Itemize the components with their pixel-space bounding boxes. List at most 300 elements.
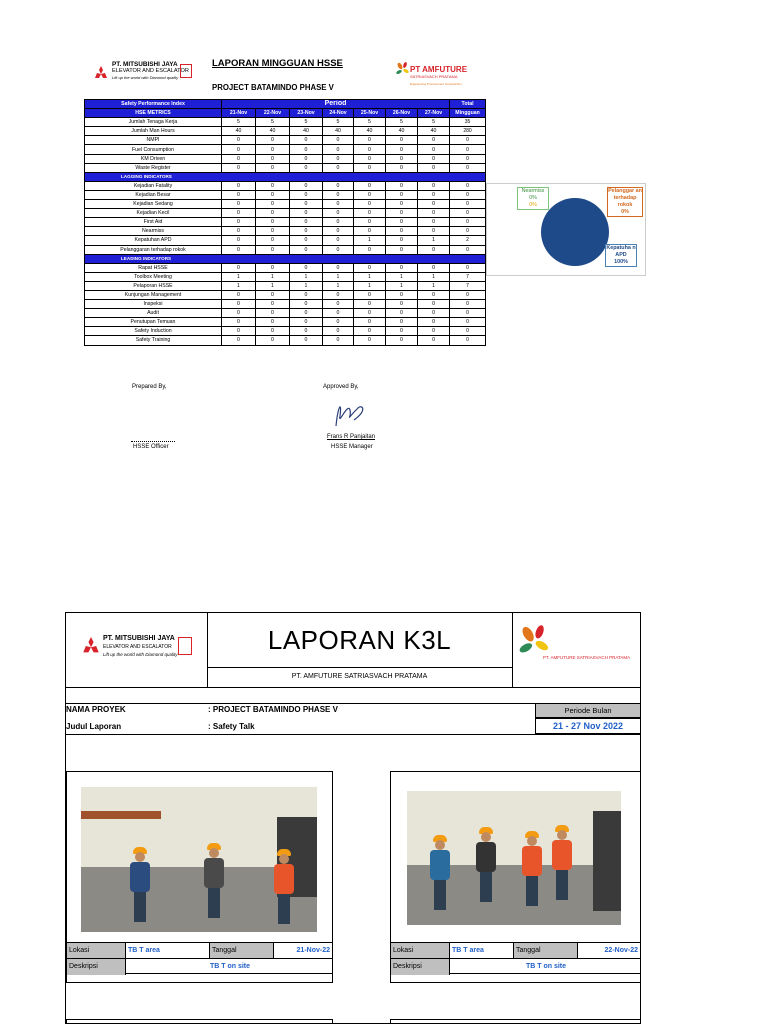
metric-value-cell: 0	[290, 300, 323, 309]
metric-value-cell: 0	[222, 227, 256, 236]
metric-value-cell: 0	[418, 318, 450, 327]
mitsubishi-jaya-logo	[94, 62, 199, 86]
card-1-row-deskripsi	[67, 958, 332, 974]
pelanggaran-label: Pelanggar an terhadap rokok	[608, 188, 642, 208]
metric-value-cell: 40	[354, 127, 386, 136]
metric-total-cell: 0	[450, 227, 486, 236]
table-row	[85, 300, 486, 309]
card-2-deskripsi: TB T on site	[449, 959, 640, 975]
metric-label-cell: Nearmiss	[85, 227, 222, 236]
metric-label-cell: Pelanggaran terhadap rokok	[85, 245, 222, 254]
nearmiss-label: Nearmiss	[521, 188, 545, 194]
table-row	[85, 309, 486, 318]
metric-value-cell: 0	[418, 300, 450, 309]
photo-2	[407, 791, 621, 925]
metric-label-cell: Jumlah Tenaga Kerja	[85, 118, 222, 127]
metric-value-cell: 5	[323, 118, 354, 127]
card-2-row-lokasi	[391, 942, 640, 958]
metric-value-cell: 1	[386, 272, 418, 281]
metric-value-cell: 0	[323, 209, 354, 218]
metric-label-cell: NMPI	[85, 136, 222, 145]
metric-value-cell: 0	[290, 245, 323, 254]
metric-value-cell: 0	[418, 336, 450, 345]
metric-value-cell: 5	[290, 118, 323, 127]
metric-value-cell: 0	[354, 209, 386, 218]
photo-card-1	[66, 771, 333, 983]
metric-value-cell: 0	[386, 300, 418, 309]
table-row	[85, 236, 486, 245]
kepatuhan-pct: 100%	[614, 259, 628, 265]
metric-value-cell: 0	[290, 227, 323, 236]
card-1-tanggal-label: Tanggal	[209, 943, 273, 959]
metric-value-cell: 0	[386, 227, 418, 236]
metric-total-cell: 0	[450, 136, 486, 145]
metric-value-cell: 40	[256, 127, 290, 136]
metric-total-cell: 7	[450, 281, 486, 290]
metric-value-cell: 0	[256, 181, 290, 190]
form-mj-line2: ELEVATOR AND ESCALATOR	[103, 644, 172, 650]
metric-total-cell: 2	[450, 236, 486, 245]
amfuture-tagline: Engineering Procurement Construction	[410, 82, 462, 86]
metric-value-cell: 0	[256, 200, 290, 209]
metrics-label-cell: HSE METRICS	[85, 109, 222, 118]
metric-value-cell: 0	[222, 245, 256, 254]
metric-value-cell: 0	[386, 263, 418, 272]
table-row	[85, 181, 486, 190]
form-header	[66, 613, 640, 688]
metric-value-cell: 1	[256, 272, 290, 281]
table-row	[85, 272, 486, 281]
metric-value-cell: 5	[418, 118, 450, 127]
photo-card-4	[390, 1019, 641, 1024]
metric-value-cell: 1	[290, 272, 323, 281]
metric-value-cell: 0	[323, 327, 354, 336]
metric-value-cell: 0	[354, 200, 386, 209]
metric-value-cell: 1	[222, 281, 256, 290]
metric-value-cell: 0	[256, 154, 290, 163]
total-sub-cell: Mingguan	[450, 109, 486, 118]
metric-value-cell: 0	[222, 200, 256, 209]
metric-label-cell: Fuel Consumption	[85, 145, 222, 154]
metric-label-cell: Toolbox Meeting	[85, 272, 222, 281]
metric-value-cell: 0	[418, 218, 450, 227]
metric-value-cell: 0	[256, 336, 290, 345]
metric-value-cell: 40	[323, 127, 354, 136]
nearmiss-pct: 0%	[529, 195, 537, 201]
metric-value-cell: 0	[222, 145, 256, 154]
metric-value-cell: 0	[418, 163, 450, 172]
metric-value-cell: 0	[290, 290, 323, 299]
metric-value-cell: 40	[222, 127, 256, 136]
metric-total-cell: 0	[450, 145, 486, 154]
index-label-cell: Safety Performance Index	[85, 100, 222, 109]
metric-value-cell: 0	[323, 136, 354, 145]
metric-value-cell: 0	[386, 154, 418, 163]
approved-role: HSSE Manager	[331, 444, 373, 450]
photo-card-2	[390, 771, 641, 983]
metric-value-cell: 0	[354, 218, 386, 227]
metric-value-cell: 0	[354, 309, 386, 318]
metric-label-cell: Penutupan Temuan	[85, 318, 222, 327]
metric-value-cell: 1	[418, 236, 450, 245]
table-row	[85, 327, 486, 336]
metric-value-cell: 0	[290, 163, 323, 172]
form-mitsubishi-diamond-icon	[82, 637, 100, 655]
metric-total-cell: 0	[450, 300, 486, 309]
metric-total-cell: 0	[450, 190, 486, 199]
metric-label-cell: Kepatuhan APD	[85, 236, 222, 245]
metric-value-cell: 5	[386, 118, 418, 127]
form-amfuture-text: PT. AMFUTURE SATRIASVACH PRATAMA	[543, 655, 631, 660]
metric-value-cell: 5	[354, 118, 386, 127]
metric-value-cell: 0	[323, 309, 354, 318]
metric-total-cell: 0	[450, 209, 486, 218]
metric-label-cell: Kejadian Sedang	[85, 200, 222, 209]
metric-value-cell: 0	[290, 318, 323, 327]
metric-value-cell: 0	[290, 136, 323, 145]
metric-label-cell: Rapat HSSE	[85, 263, 222, 272]
metric-value-cell: 0	[256, 300, 290, 309]
table-row	[85, 209, 486, 218]
card-1-deskripsi-label: Deskripsi	[67, 959, 125, 975]
metric-value-cell: 0	[354, 163, 386, 172]
metric-total-cell: 0	[450, 218, 486, 227]
form-subtitle: PT. AMFUTURE SATRIASVACH PRATAMA	[207, 667, 513, 687]
card-2-lokasi-label: Lokasi	[391, 943, 449, 959]
metric-value-cell: 0	[386, 200, 418, 209]
judul-label: Judul Laporan	[66, 722, 122, 731]
metric-value-cell: 0	[256, 263, 290, 272]
pie-label-pelanggaran	[607, 187, 643, 217]
metric-value-cell: 0	[418, 327, 450, 336]
metric-value-cell: 0	[323, 181, 354, 190]
metric-value-cell: 1	[386, 281, 418, 290]
metric-label-cell: First Aid	[85, 218, 222, 227]
metric-value-cell: 0	[323, 336, 354, 345]
metric-total-cell: 0	[450, 309, 486, 318]
metric-value-cell: 0	[323, 318, 354, 327]
metric-value-cell: 0	[418, 200, 450, 209]
table-row	[85, 145, 486, 154]
pie-label-kepatuhan	[605, 244, 637, 267]
metric-value-cell: 0	[323, 236, 354, 245]
metric-value-cell: 0	[323, 227, 354, 236]
metric-value-cell: 0	[323, 218, 354, 227]
metric-label-cell: Kejadian Fatality	[85, 181, 222, 190]
pie-slice-kepatuhan	[541, 198, 609, 266]
date-header-cell: 27-Nov	[418, 109, 450, 118]
metric-value-cell: 0	[354, 154, 386, 163]
table-row	[85, 136, 486, 145]
metric-value-cell: 0	[256, 218, 290, 227]
metric-value-cell: 0	[354, 290, 386, 299]
table-row	[85, 263, 486, 272]
metric-value-cell: 0	[354, 181, 386, 190]
metric-value-cell: 0	[256, 145, 290, 154]
prepared-by-label: Prepared By,	[132, 384, 167, 390]
metric-label-cell: Kunjungan Management	[85, 290, 222, 299]
metric-value-cell: 0	[323, 190, 354, 199]
metric-value-cell: 0	[256, 327, 290, 336]
amfuture-logo	[396, 62, 478, 88]
metric-value-cell: 5	[222, 118, 256, 127]
metric-value-cell: 0	[323, 300, 354, 309]
metric-value-cell: 0	[290, 236, 323, 245]
metric-value-cell: 0	[418, 309, 450, 318]
metric-value-cell: 0	[222, 309, 256, 318]
form-amfuture-logo	[513, 613, 640, 687]
card-1-tanggal: 21-Nov-22	[273, 943, 332, 959]
metric-value-cell: 0	[386, 290, 418, 299]
metric-value-cell: 0	[323, 145, 354, 154]
periode-label: Periode Bulan	[535, 703, 641, 718]
amfuture-line2: SATRIASVACH PRATAMA	[410, 74, 458, 79]
metric-value-cell: 0	[354, 263, 386, 272]
metric-value-cell: 0	[323, 290, 354, 299]
metric-value-cell: 0	[386, 209, 418, 218]
date-header-cell: 23-Nov	[290, 109, 323, 118]
prepared-signature-line	[131, 441, 175, 442]
metric-total-cell: 0	[450, 200, 486, 209]
periode-value: 21 - 27 Nov 2022	[535, 718, 641, 734]
metric-total-cell: 0	[450, 318, 486, 327]
prepared-role: HSSE Officer	[133, 444, 169, 450]
date-header-cell: 24-Nov	[323, 109, 354, 118]
metric-total-cell: 35	[450, 118, 486, 127]
metric-label-cell: Kejadian Besar	[85, 190, 222, 199]
card-2-lokasi: TB T area	[449, 943, 513, 959]
mj-company-line2: ELEVATOR AND ESCALATOR	[112, 68, 189, 75]
metric-label-cell: Pelaporan HSSE	[85, 281, 222, 290]
pelanggaran-pct: 0%	[621, 209, 629, 215]
metric-value-cell: 0	[386, 190, 418, 199]
table-row	[85, 218, 486, 227]
metric-value-cell: 0	[418, 263, 450, 272]
apd-pie-chart	[486, 183, 646, 276]
card-2-row-deskripsi	[391, 958, 640, 974]
metric-value-cell: 0	[256, 190, 290, 199]
metric-value-cell: 0	[386, 236, 418, 245]
metric-total-cell: 0	[450, 336, 486, 345]
metric-value-cell: 0	[354, 327, 386, 336]
table-row	[85, 336, 486, 345]
metric-value-cell: 0	[222, 209, 256, 218]
metric-value-cell: 40	[418, 127, 450, 136]
metric-value-cell: 0	[323, 245, 354, 254]
metric-value-cell: 0	[386, 136, 418, 145]
metric-value-cell: 0	[323, 163, 354, 172]
metric-value-cell: 1	[290, 281, 323, 290]
report-title: LAPORAN MINGGUAN HSSE	[212, 58, 343, 69]
card-2-tanggal: 22-Nov-22	[577, 943, 640, 959]
metric-label-cell: Inspeksi	[85, 300, 222, 309]
table-row	[85, 281, 486, 290]
date-header-cell: 25-Nov	[354, 109, 386, 118]
form-title: LAPORAN K3L	[207, 613, 513, 668]
metric-value-cell: 0	[222, 290, 256, 299]
table-row	[85, 290, 486, 299]
metric-value-cell: 0	[418, 290, 450, 299]
metric-value-cell: 0	[386, 163, 418, 172]
metric-value-cell: 0	[290, 336, 323, 345]
form-mj-logo	[66, 613, 208, 687]
metric-value-cell: 1	[354, 281, 386, 290]
amfuture-star-icon	[396, 62, 410, 76]
metric-total-cell: 0	[450, 327, 486, 336]
amfuture-name: PT AMFUTURE	[410, 65, 468, 74]
mj-company-name: PT. MITSUBISHI JAYA	[112, 61, 178, 68]
metric-value-cell: 0	[386, 218, 418, 227]
metric-value-cell: 1	[323, 272, 354, 281]
metric-value-cell: 0	[256, 136, 290, 145]
report-project: PROJECT BATAMINDO PHASE V	[212, 83, 334, 92]
metric-value-cell: 0	[290, 154, 323, 163]
metric-value-cell: 0	[290, 181, 323, 190]
metric-value-cell: 0	[222, 163, 256, 172]
metric-total-cell: 7	[450, 272, 486, 281]
metric-label-cell: Waste Register	[85, 163, 222, 172]
photo-card-3	[66, 1019, 333, 1024]
metric-value-cell: 0	[354, 145, 386, 154]
metric-value-cell: 0	[354, 227, 386, 236]
metric-value-cell: 0	[418, 136, 450, 145]
metric-value-cell: 0	[386, 336, 418, 345]
metric-value-cell: 0	[222, 218, 256, 227]
nama-proyek-label: NAMA PROYEK	[66, 705, 126, 714]
kepatuhan-label: Kepatuha n APD	[606, 245, 636, 258]
metric-value-cell: 0	[222, 154, 256, 163]
metric-value-cell: 0	[418, 190, 450, 199]
metric-value-cell: 0	[222, 181, 256, 190]
metric-value-cell: 1	[222, 272, 256, 281]
card-2-tanggal-label: Tanggal	[513, 943, 577, 959]
metric-value-cell: 0	[290, 190, 323, 199]
metric-value-cell: 40	[386, 127, 418, 136]
metric-label-cell: Safety Induction	[85, 327, 222, 336]
metric-value-cell: 0	[386, 327, 418, 336]
metric-value-cell: 0	[290, 145, 323, 154]
metric-value-cell: 0	[222, 318, 256, 327]
metric-total-cell: 0	[450, 263, 486, 272]
metric-value-cell: 0	[418, 209, 450, 218]
metric-total-cell: 0	[450, 290, 486, 299]
mj-company-tagline: Lift up the world with Diamond quality	[112, 74, 179, 80]
metric-value-cell: 0	[323, 263, 354, 272]
metric-value-cell: 1	[418, 281, 450, 290]
metric-value-cell: 0	[256, 318, 290, 327]
metric-value-cell: 0	[222, 136, 256, 145]
metric-value-cell: 0	[290, 218, 323, 227]
metric-value-cell: 0	[290, 327, 323, 336]
metric-value-cell: 1	[323, 281, 354, 290]
metric-label-cell: KM Driven	[85, 154, 222, 163]
form-mj-name: PT. MITSUBISHI JAYA	[103, 635, 175, 642]
metric-value-cell: 0	[256, 209, 290, 218]
metric-value-cell: 0	[256, 163, 290, 172]
metric-value-cell: 0	[386, 309, 418, 318]
metric-value-cell: 0	[386, 145, 418, 154]
metric-value-cell: 0	[256, 309, 290, 318]
metric-label-cell: Safety Training	[85, 336, 222, 345]
section-title-cell: LAGGING INDICATORS	[85, 172, 486, 181]
k3l-report-form	[65, 612, 641, 1024]
metric-value-cell: 0	[418, 154, 450, 163]
metric-value-cell: 0	[418, 245, 450, 254]
metric-value-cell: 0	[222, 263, 256, 272]
period-label-cell: Period	[222, 100, 450, 109]
metric-value-cell: 1	[354, 236, 386, 245]
table-row	[85, 127, 486, 136]
metric-value-cell: 0	[354, 136, 386, 145]
card-1-deskripsi: TB T on site	[125, 959, 332, 975]
metric-total-cell: 280	[450, 127, 486, 136]
metric-value-cell: 0	[256, 290, 290, 299]
metric-value-cell: 0	[354, 336, 386, 345]
date-header-cell: 22-Nov	[256, 109, 290, 118]
form-amfuture-star-icon	[519, 625, 551, 657]
metric-value-cell: 0	[354, 190, 386, 199]
metric-value-cell: 0	[256, 227, 290, 236]
table-row	[85, 190, 486, 199]
metric-value-cell: 0	[290, 263, 323, 272]
mj-box-icon	[180, 64, 192, 78]
card-1-lokasi: TB T area	[125, 943, 209, 959]
metric-value-cell: 0	[256, 245, 290, 254]
metric-value-cell: 0	[222, 327, 256, 336]
metric-value-cell: 0	[418, 227, 450, 236]
hsse-weekly-table	[84, 99, 486, 346]
table-row	[85, 245, 486, 254]
judul-value: : Safety Talk	[208, 722, 255, 731]
table-row	[85, 200, 486, 209]
metric-value-cell: 0	[386, 245, 418, 254]
approved-by-label: Approved By,	[323, 384, 359, 390]
table-row	[85, 163, 486, 172]
metric-total-cell: 0	[450, 245, 486, 254]
metric-value-cell: 0	[222, 300, 256, 309]
date-header-cell: 26-Nov	[386, 109, 418, 118]
metric-label-cell: Jumlah Man Hours	[85, 127, 222, 136]
nearmiss-pct2: 0%	[529, 202, 537, 208]
metric-value-cell: 0	[354, 300, 386, 309]
table-row	[85, 227, 486, 236]
card-1-row-lokasi	[67, 942, 332, 958]
metric-value-cell: 0	[418, 181, 450, 190]
metric-value-cell: 0	[290, 209, 323, 218]
approved-name: Frans R Panjaitan	[327, 434, 376, 440]
metric-value-cell: 1	[354, 272, 386, 281]
nama-proyek-value: : PROJECT BATAMINDO PHASE V	[208, 705, 338, 714]
metric-total-cell: 0	[450, 163, 486, 172]
metric-total-cell: 0	[450, 154, 486, 163]
section-title-cell: LEADING INDICATORS	[85, 254, 486, 263]
metric-value-cell: 5	[256, 118, 290, 127]
card-1-lokasi-label: Lokasi	[67, 943, 125, 959]
metric-value-cell: 1	[256, 281, 290, 290]
table-row	[85, 154, 486, 163]
metric-value-cell: 40	[290, 127, 323, 136]
metric-total-cell: 0	[450, 181, 486, 190]
card-2-deskripsi-label: Deskripsi	[391, 959, 449, 975]
metric-label-cell: Audit	[85, 309, 222, 318]
metric-value-cell: 0	[418, 145, 450, 154]
form-divider-2	[66, 734, 640, 735]
date-header-cell: 21-Nov	[222, 109, 256, 118]
total-label-cell: Total	[450, 100, 486, 109]
form-mj-box-icon	[178, 637, 192, 655]
form-mj-tagline: Lift up the world with Diamond quality	[103, 652, 178, 657]
metric-value-cell: 0	[222, 336, 256, 345]
